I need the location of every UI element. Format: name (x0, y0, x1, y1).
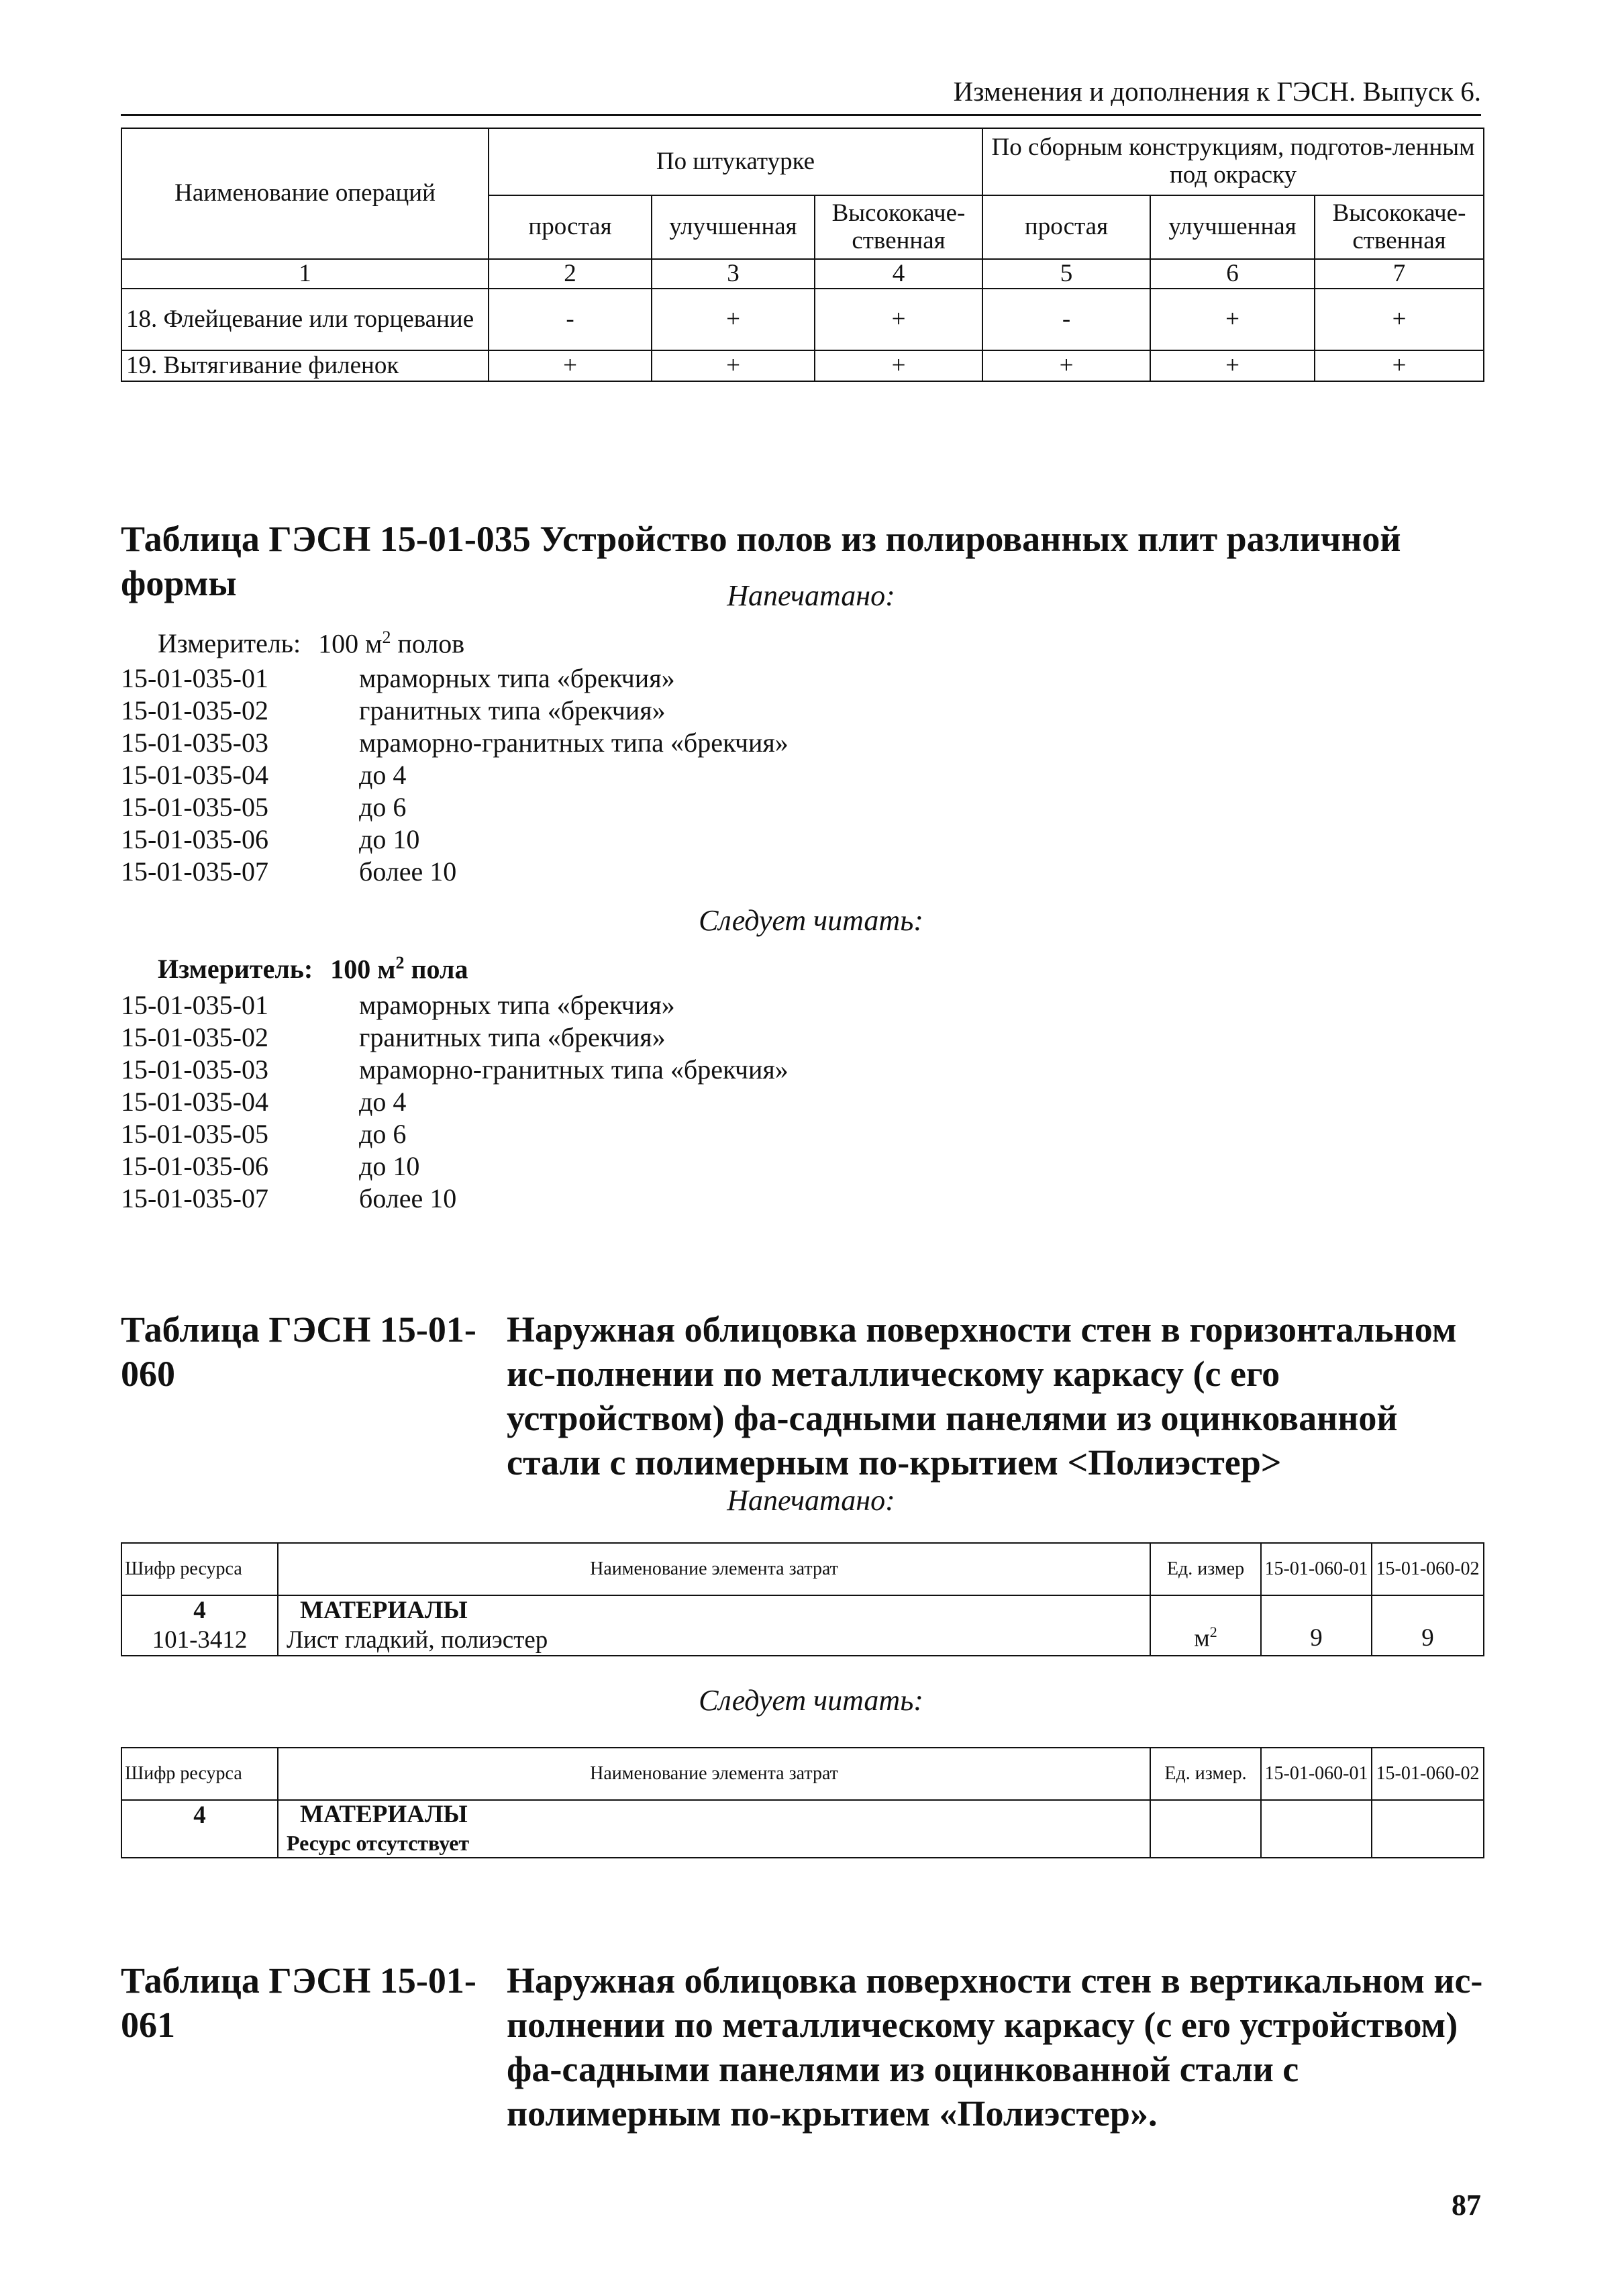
list-item (121, 1183, 926, 1215)
description: мраморно-гранитных типа «брекчия» (359, 1054, 789, 1085)
resource-code: 4 101-3412 (121, 1595, 278, 1656)
printed-label: Напечатано: (727, 579, 895, 612)
code: 15-01-035-01 (121, 990, 268, 1020)
printed-code-list (121, 662, 926, 888)
cell: - (489, 289, 652, 350)
list-item (121, 1054, 926, 1086)
col-header-code: Шифр ресурса (121, 1543, 278, 1595)
code: 15-01-035-04 (121, 1087, 268, 1117)
code: 15-01-035-07 (121, 1183, 268, 1213)
section-title-061 (121, 1958, 1490, 2136)
description: до 4 (359, 760, 407, 790)
table-number: Таблица ГЭСН 15-01-060 (121, 1309, 476, 1394)
col-header-name: Наименование элемента затрат (278, 1748, 1150, 1800)
description: до 10 (359, 1151, 420, 1181)
resource-name: МАТЕРИАЛЫ Ресурс отсутствует (278, 1800, 1150, 1858)
col-header-060-02: 15-01-060-02 (1372, 1543, 1484, 1595)
cell: + (652, 289, 815, 350)
col-header-operations: Наименование операций (121, 128, 489, 259)
cell: + (815, 350, 982, 381)
table-title: Наружная облицовка поверхности стен в вертикальном ис-полнении по металлическому каркасу (с его устройством) фа-садными панелями из оцинкованной стали с полимерным по-крытием «Полиэстер». (507, 1960, 1483, 2134)
page-number: 87 (1452, 2189, 1481, 2222)
list-item (121, 1021, 926, 1054)
subheader-cell: Высококаче-ственная (815, 195, 982, 259)
description: мраморно-гранитных типа «брекчия» (359, 728, 789, 758)
table-row (121, 289, 1484, 350)
read-label: Следует читать: (699, 904, 923, 937)
table-number: Таблица ГЭСН 15-01-035 (121, 519, 531, 559)
code: 15-01-035-05 (121, 792, 268, 822)
list-item (121, 695, 926, 727)
list-item (121, 759, 926, 791)
resource-name: МАТЕРИАЛЫ Лист гладкий, полиэстер (278, 1595, 1150, 1656)
cell: + (1315, 289, 1484, 350)
header-rule (121, 114, 1481, 116)
column-number: 6 (1150, 259, 1315, 289)
column-number: 5 (982, 259, 1150, 289)
code: 15-01-035-02 (121, 1022, 268, 1052)
description: мраморных типа «брекчия» (359, 663, 675, 693)
read-code-list (121, 989, 926, 1215)
col-header-060-01: 15-01-060-01 (1261, 1748, 1372, 1800)
measure-value: 100 м (318, 628, 383, 659)
description: до 6 (359, 1119, 407, 1149)
table-title: Устройство полов из полированных плит различной формы (121, 519, 1401, 603)
measure-tail: полов (397, 628, 465, 659)
code: 15-01-035-07 (121, 856, 268, 887)
code: 15-01-035-02 (121, 695, 268, 726)
col-header-name: Наименование элемента затрат (278, 1543, 1150, 1595)
unit (1150, 1800, 1261, 1858)
code: 15-01-035-03 (121, 1054, 268, 1085)
cell: + (489, 350, 652, 381)
cell: + (1150, 350, 1315, 381)
code: 15-01-035-05 (121, 1119, 268, 1149)
column-number: 2 (489, 259, 652, 289)
list-item (121, 856, 926, 888)
list-item (121, 989, 926, 1021)
subheader-cell: простая (982, 195, 1150, 259)
col-header-unit: Ед. измер. (1150, 1748, 1261, 1800)
list-item (121, 1118, 926, 1150)
printed-resource-table (121, 1542, 1484, 1656)
operations-table (121, 128, 1484, 382)
measure-read: Измеритель: 100 $м^2$ пола (158, 953, 468, 985)
column-number: 1 (121, 259, 489, 289)
column-number: 7 (1315, 259, 1484, 289)
column-number: 3 (652, 259, 815, 289)
table-row (121, 1595, 1484, 1656)
subheader-cell: улучшенная (652, 195, 815, 259)
measure-printed: Измеритель: 100 $м^2$ полов (158, 628, 465, 659)
unit: $м^2$ (1150, 1595, 1261, 1656)
value-060-01: 9 (1261, 1595, 1372, 1656)
col-header-unit: Ед. измер (1150, 1543, 1261, 1595)
group-header-prefab: По сборным конструкциям, подготов-ленным под окраску (982, 128, 1484, 195)
table-title: Наружная облицовка поверхности стен в горизонтальном ис-полнении по металлическому каркасу (с его устройством) фа-садными панелями из оцинкованной стали с полимерным по-крытием <Полиэстер> (507, 1309, 1457, 1483)
measure-tail: пола (411, 954, 468, 985)
cell: + (652, 350, 815, 381)
code: 15-01-035-01 (121, 663, 268, 693)
col-header-code: Шифр ресурса (121, 1748, 278, 1800)
subheader-cell: улучшенная (1150, 195, 1315, 259)
measure-label: Измеритель: (158, 954, 313, 985)
description: до 6 (359, 792, 407, 822)
value-060-02 (1372, 1800, 1484, 1858)
cell: + (1315, 350, 1484, 381)
subheader-cell: Высококаче-ственная (1315, 195, 1484, 259)
description: гранитных типа «брекчия» (359, 1022, 666, 1052)
list-item (121, 662, 926, 695)
code: 15-01-035-06 (121, 824, 268, 854)
value-060-02: 9 (1372, 1595, 1484, 1656)
col-header-060-02: 15-01-060-02 (1372, 1748, 1484, 1800)
section-title-060 (121, 1307, 1490, 1485)
group-header-plaster: По штукатурке (489, 128, 982, 195)
measure-label: Измеритель: (158, 628, 301, 659)
code: 15-01-035-06 (121, 1151, 268, 1181)
read-label: Следует читать: (699, 1684, 923, 1717)
table-row (121, 1800, 1484, 1858)
value-060-01 (1261, 1800, 1372, 1858)
cell: + (815, 289, 982, 350)
description: более 10 (359, 1183, 457, 1213)
code: 15-01-035-03 (121, 728, 268, 758)
description: мраморных типа «брекчия» (359, 990, 675, 1020)
printed-label: Напечатано: (727, 1484, 895, 1517)
resource-code: 4 (121, 1800, 278, 1858)
table-number: Таблица ГЭСН 15-01-061 (121, 1960, 476, 2045)
cell: - (982, 289, 1150, 350)
list-item (121, 1150, 926, 1183)
measure-value: 100 м (330, 954, 396, 985)
operation-name: 18. Флейцевание или торцевание (121, 289, 489, 350)
subheader-cell: простая (489, 195, 652, 259)
table-row (121, 350, 1484, 381)
list-item (121, 1086, 926, 1118)
cell: + (982, 350, 1150, 381)
column-number: 4 (815, 259, 982, 289)
cell: + (1150, 289, 1315, 350)
description: гранитных типа «брекчия» (359, 695, 666, 726)
operation-name: 19. Вытягивание филенок (121, 350, 489, 381)
description: до 10 (359, 824, 420, 854)
running-header: Изменения и дополнения к ГЭСН. Выпуск 6. (953, 76, 1481, 107)
col-header-060-01: 15-01-060-01 (1261, 1543, 1372, 1595)
list-item (121, 727, 926, 759)
list-item (121, 791, 926, 823)
code: 15-01-035-04 (121, 760, 268, 790)
read-resource-table (121, 1747, 1484, 1858)
description: более 10 (359, 856, 457, 887)
list-item (121, 823, 926, 856)
description: до 4 (359, 1087, 407, 1117)
